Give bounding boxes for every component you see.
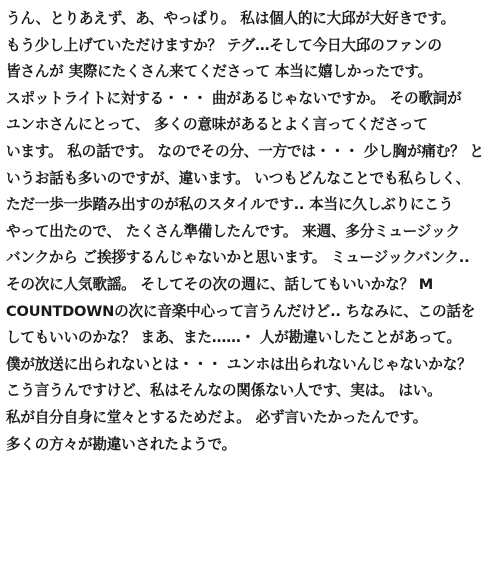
- transcript-line: もう少し上げていただけますか？ テグ…そして今日大邱のファンの: [6, 36, 442, 54]
- transcript-line: こう言うんですけど、私はそんなの関係ない人です、実は。 はい。: [6, 382, 442, 400]
- transcript-line: スポットライトに対する・・・ 曲があるじゃないですか。 その歌詞が: [6, 89, 462, 107]
- transcript-line: してもいいのかな？ まあ、また……・ 人が勘違いしたことがあって。: [6, 329, 461, 347]
- transcript-line: COUNTDOWNの次に音楽中心って言うんだけど.. ちなみに、この話を: [6, 302, 476, 320]
- transcript-line: バンクから ご挨拶するんじゃないかと思います。 ミュージックバンク..: [6, 249, 470, 267]
- transcript-line: 多くの方々が勘違いされたようで。: [6, 435, 237, 453]
- transcript-line: 僕が放送に出られないとは・・・ ユンホは出られないんじゃないかな？: [6, 355, 472, 373]
- transcript-line: います。 私の話です。 なのでその分、一方では・・・ 少し胸が痛む？ と: [6, 142, 484, 160]
- transcript-line: やって出たので、 たくさん準備したんです。 来週、多分ミュージック: [6, 222, 460, 240]
- transcript-line: ただ一歩一歩踏み出すのが私のスタイルです.. 本当に久しぶりにこう: [6, 196, 454, 214]
- transcript-line: うん、とりあえず、あ、やっぱり。 私は個人的に大邱が大好きです。: [6, 10, 456, 27]
- transcript-line: 皆さんが 実際にたくさん来てくださって 本当に嬉しかったです。: [6, 63, 433, 81]
- transcript-body: [6, 6, 494, 458]
- transcript-line: いうお話も多いのですが、違います。 いつもどんなことでも私らしく、: [6, 169, 471, 187]
- transcript-line: ユンホさんにとって、 多くの意味があるとよく言ってくださって: [6, 116, 428, 134]
- transcript-line: その次に人気歌謡。 そしてその次の週に、話してもいいかな？ M: [6, 275, 434, 293]
- transcript-line: 私が自分自身に堂々とするためだよ。 必ず言いたかったんです。: [6, 408, 428, 426]
